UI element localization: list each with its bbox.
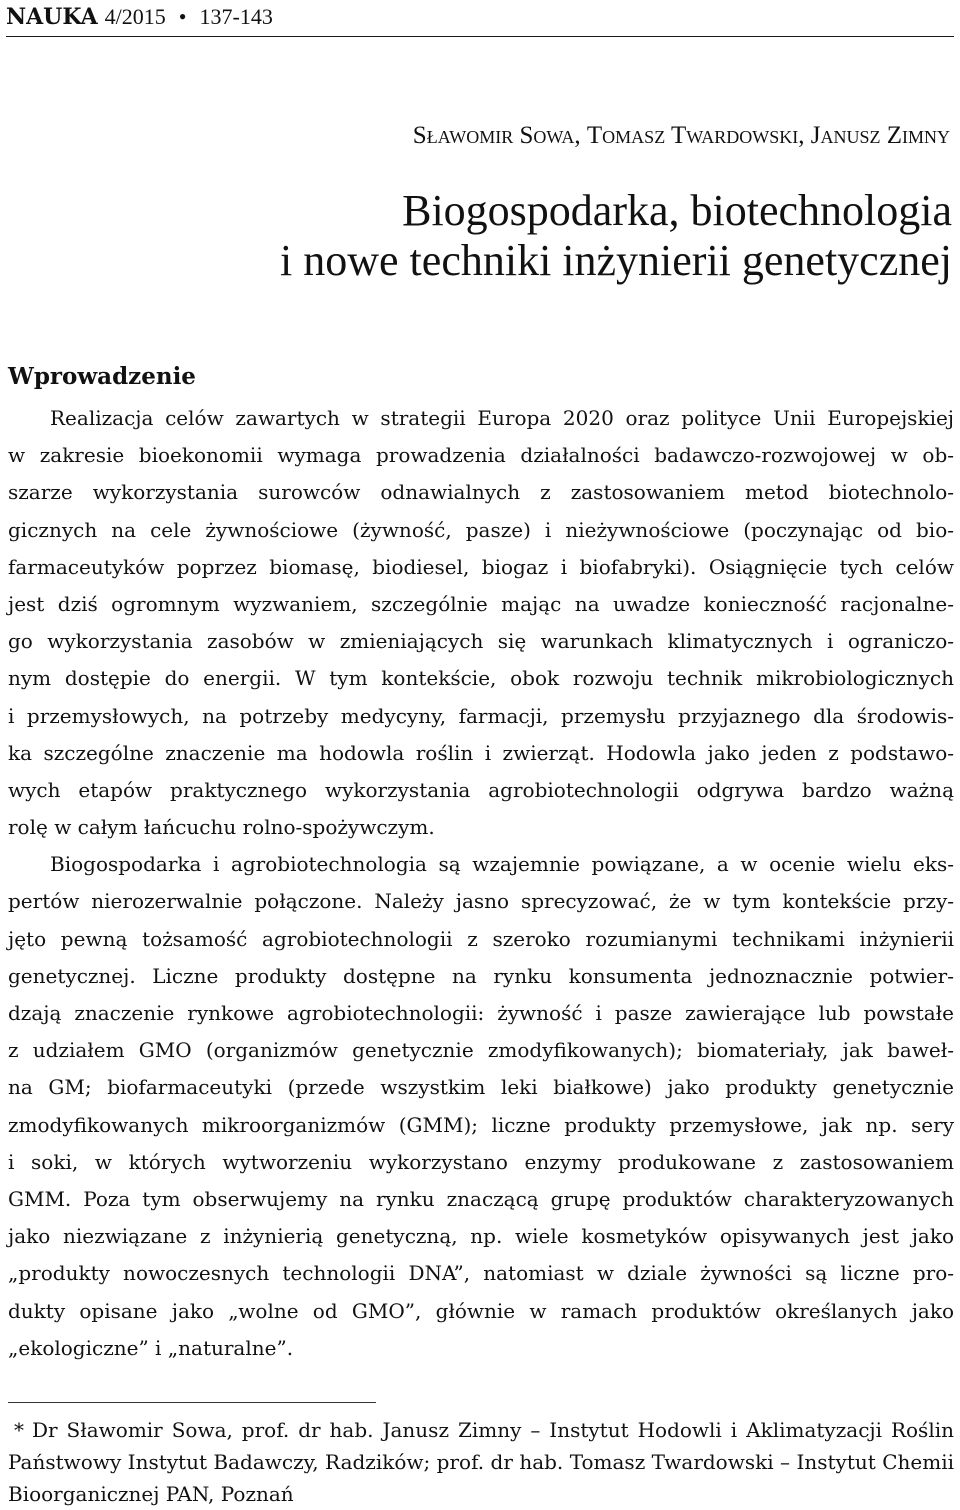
- text-line: nym dostępie do energii. W tym kontekście, obok rozwoju technik mikrobiologicznych: [8, 666, 954, 691]
- text-line: i przemysłowych, na potrzeby medycyny, farmacji, przemysłu przyjaznego dla środowis-: [8, 703, 954, 728]
- footnote-text: Dr Sławomir Sowa, prof. dr hab. Janusz Zimny – Instytut Hodowli i Aklimatyzacji Roślin: [32, 1418, 954, 1442]
- author-list: [413, 122, 950, 150]
- text-line: jęto pewną tożsamość agrobiotechnologii z szeroko rozumianymi technikami inżynierii: [8, 926, 954, 951]
- paragraph: [8, 400, 954, 846]
- text-line: „ekologiczne” i „naturalne”.: [8, 1335, 294, 1360]
- text-line: na GM; biofarmaceutyki (przede wszystkim leki białkowe) jako produkty genetycznie: [8, 1075, 954, 1100]
- article-body: [8, 400, 954, 1367]
- text-line: z udziałem GMO (organizmów genetycznie zmodyfikowanych); biomateriały, jak baweł-: [8, 1038, 954, 1063]
- text-line: genetycznej. Liczne produkty dostępne na rynku konsumenta jednoznacznie potwier-: [8, 963, 954, 988]
- text-line: dukty opisane jako „wolne od GMO”, głównie w ramach produktów określanych jako: [8, 1298, 954, 1323]
- footnote-line: Bioorganicznej PAN, Poznań: [8, 1482, 294, 1506]
- text-line: w zakresie bioekonomii wymaga prowadzenia działalności badawczo-rozwojowej w ob-: [8, 443, 954, 468]
- author-separator: ,: [574, 122, 587, 149]
- title-line: Biogospodarka, biotechnologia: [402, 186, 952, 235]
- text-line: wych etapów praktycznego wykorzystania agrobiotechnologii odgrywa bardzo ważną: [8, 777, 954, 802]
- footnote-divider: [8, 1402, 376, 1403]
- author-name: Janusz Zimny: [810, 122, 950, 149]
- header-line: [6, 4, 273, 30]
- journal-name: NAUKA: [6, 4, 98, 30]
- footnote-line: [8, 1414, 954, 1446]
- footnote-mark: *: [14, 1418, 24, 1442]
- text-line: rolę w całym łańcuchu rolno-spożywczym.: [8, 815, 435, 840]
- text-line: i soki, w których wytworzeniu wykorzystano enzymy produkowane z zastosowaniem: [8, 1149, 954, 1174]
- page-range: 137-143: [199, 4, 273, 29]
- text-line: go wykorzystania zasobów w zmieniających się warunkach klimatycznych i ograniczo-: [8, 629, 954, 654]
- text-line: „produkty nowoczesnych technologii DNA”, natomiast w dziale żywności są liczne pro-: [8, 1261, 954, 1286]
- title-line: i nowe techniki inżynierii genetycznej: [280, 236, 952, 285]
- text-line: szarze wykorzystania surowców odnawialnych z zastosowaniem metod biotechnolo-: [8, 480, 954, 505]
- text-line: jest dziś ogromnym wyzwaniem, szczególnie mając na uwadze konieczność racjonalne-: [8, 591, 954, 616]
- author-name: Sławomir Sowa: [412, 122, 575, 149]
- header-separator: •: [178, 4, 187, 29]
- text-line: zmodyfikowanych mikroorganizmów (GMM); liczne produkty przemysłowe, jak np. sery: [8, 1112, 954, 1137]
- journal-issue: 4/2015: [104, 4, 166, 29]
- author-separator: ,: [798, 122, 811, 149]
- article-title: [280, 186, 952, 286]
- text-line: GMM. Poza tym obserwujemy na rynku znaczącą grupę produktów charakteryzowanych: [8, 1186, 954, 1211]
- author-affiliation-footnote: [8, 1414, 954, 1510]
- footnote-line: Państwowy Instytut Badawczy, Radzików; prof. dr hab. Tomasz Twardowski – Instytut Chemii: [8, 1450, 954, 1474]
- text-line: ka szczególne znaczenie ma hodowla roślin i zwierząt. Hodowla jako jeden z podstawo-: [8, 740, 954, 765]
- author-name: Tomasz Twardowski: [586, 122, 799, 149]
- text-line: Realizacja celów zawartych w strategii Europa 2020 oraz polityce Unii Europejskiej: [50, 406, 954, 430]
- running-header: [6, 2, 954, 37]
- text-line: farmaceutyków poprzez biomasę, biodiesel, biogaz i biofabryki). Osiągnięcie tych celów: [8, 554, 954, 579]
- paragraph: [8, 846, 954, 1367]
- text-line: jako niezwiązane z inżynierią genetyczną, np. wiele kosmetyków opisywanych jest jako: [8, 1224, 954, 1249]
- text-line: gicznych na cele żywnościowe (żywność, pasze) i nieżywnościowe (poczynając od bio-: [8, 517, 954, 542]
- section-heading: Wprowadzenie: [8, 363, 196, 390]
- text-line: dzają znaczenie rynkowe agrobiotechnologii: żywność i pasze zawierające lub powstałe: [8, 1001, 954, 1025]
- text-line: Biogospodarka i agrobiotechnologia są wzajemnie powiązane, a w ocenie wielu eks-: [50, 852, 954, 877]
- text-line: pertów nierozerwalnie połączone. Należy jasno sprecyzować, że w tym kontekście przy-: [8, 889, 954, 914]
